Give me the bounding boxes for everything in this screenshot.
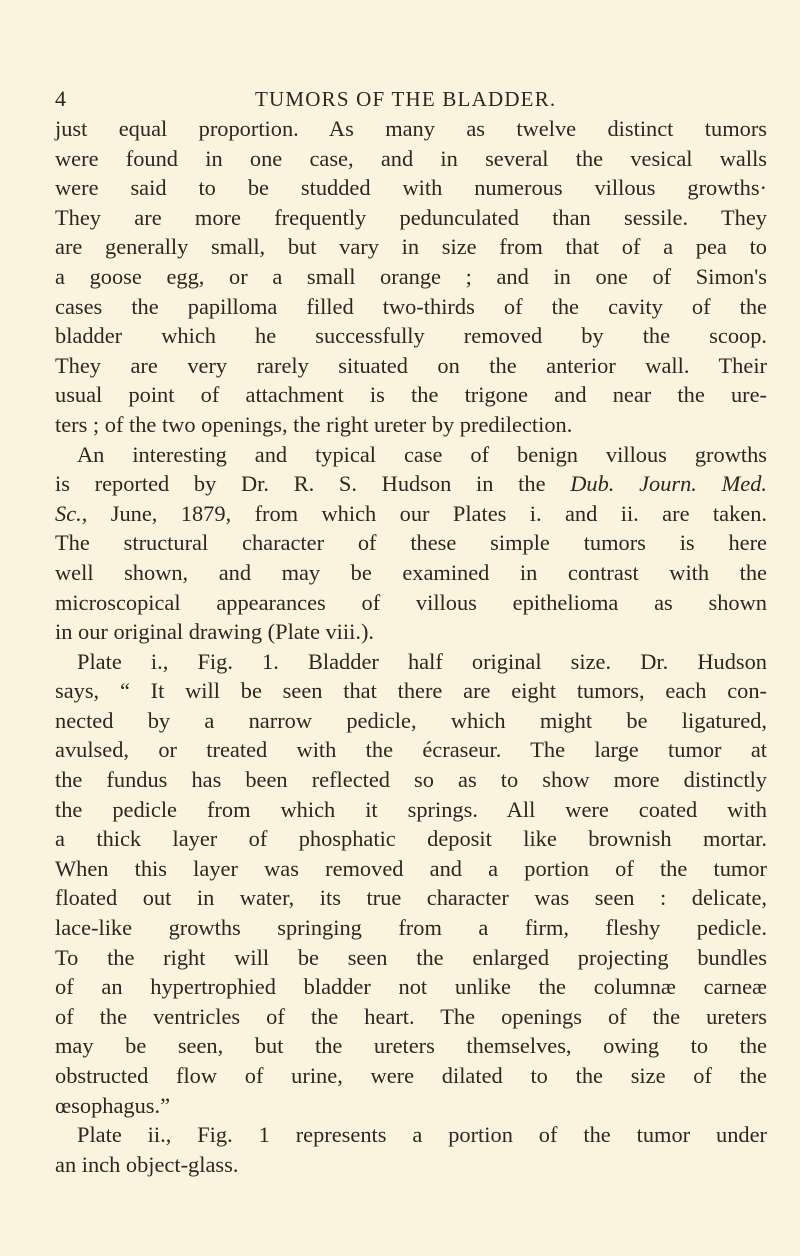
journal-title: Dub. Journ. Med. bbox=[570, 471, 767, 497]
text-line: well shown, and may be examined in contrast with the bbox=[55, 559, 767, 585]
text-line: just equal proportion. As many as twelve distinct tumors bbox=[55, 116, 767, 141]
text-line: are generally small, but vary in size from that of a pea to bbox=[55, 234, 767, 260]
text-fragment: , June, 1879, from which our Plates i. and ii. are taken. bbox=[81, 500, 767, 526]
text-line: nected by a narrow pedicle, which might be ligatured, bbox=[55, 707, 767, 733]
text-line: usual point of attachment is the trigone and near the ure- bbox=[55, 382, 767, 408]
body-text bbox=[55, 114, 767, 1179]
text-line: a thick layer of phosphatic deposit like brownish mortar. bbox=[55, 826, 767, 852]
text-line: floated out in water, its true character was seen : delicate, bbox=[55, 885, 767, 911]
text-line bbox=[55, 499, 767, 529]
text-line: When this layer was removed and a portion of the tumor bbox=[55, 855, 767, 881]
text-line: the fundus has been reflected so as to show more distinctly bbox=[55, 767, 767, 793]
text-line: were found in one case, and in several the vesical walls bbox=[55, 145, 767, 171]
text-line: in our original drawing (Plate viii.). bbox=[55, 619, 375, 645]
text-line: lace-like growths springing from a firm, fleshy pedicle. bbox=[55, 915, 767, 941]
text-line: The structural character of these simple tumors is here bbox=[55, 530, 767, 556]
text-line: They are more frequently pedunculated than sessile. They bbox=[55, 204, 767, 230]
text-line: microscopical appearances of villous epithelioma as shown bbox=[55, 589, 767, 615]
text-line: œsophagus.” bbox=[55, 1092, 171, 1118]
text-line: were said to be studded with numerous villous growths· bbox=[55, 175, 767, 201]
text-line: of the ventricles of the heart. The openings of the ureters bbox=[55, 1003, 767, 1029]
text-fragment: is reported by Dr. R. S. Hudson in the bbox=[55, 471, 546, 497]
text-line: They are very rarely situated on the anterior wall. Their bbox=[55, 352, 767, 378]
running-title: TUMORS OF THE BLADDER. bbox=[255, 87, 557, 111]
text-line: says, “ It will be seen that there are eight tumors, each con- bbox=[55, 678, 767, 704]
text-line: avulsed, or treated with the écraseur. The large tumor at bbox=[55, 737, 767, 763]
text-line bbox=[55, 469, 767, 499]
text-line: may be seen, but the ureters themselves, owing to the bbox=[55, 1033, 767, 1059]
page-number: 4 bbox=[55, 86, 66, 111]
text-line: bladder which he successfully removed by the scoop. bbox=[55, 323, 767, 349]
journal-title-end: Sc. bbox=[55, 500, 82, 526]
text-line: cases the papilloma filled two-thirds of the cavity of the bbox=[55, 293, 767, 319]
text-line: An interesting and typical case of benign villous growths bbox=[77, 441, 767, 467]
text-line: ters ; of the two openings, the right ureter by predilection. bbox=[55, 411, 573, 437]
text-line: an inch object-glass. bbox=[55, 1151, 239, 1177]
text-line: of an hypertrophied bladder not unlike the columnæ carneæ bbox=[55, 974, 767, 1000]
text-line: Plate i., Fig. 1. Bladder half original size. Dr. Hudson bbox=[77, 648, 767, 674]
text-line: To the right will be seen the enlarged projecting bundles bbox=[55, 944, 767, 970]
text-line: obstructed flow of urine, were dilated to the size of the bbox=[55, 1063, 767, 1088]
text-line: Plate ii., Fig. 1 represents a portion of the tumor under bbox=[77, 1122, 767, 1148]
text-line: a goose egg, or a small orange ; and in one of Simon's bbox=[55, 263, 767, 289]
text-line: the pedicle from which it springs. All were coated with bbox=[55, 796, 767, 822]
